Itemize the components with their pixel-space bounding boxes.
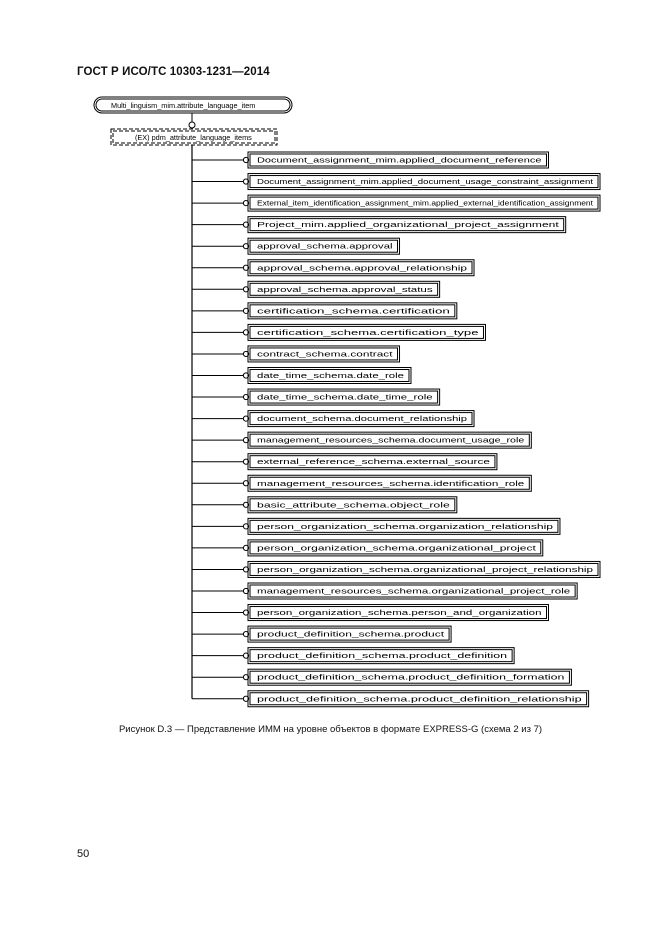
entity-label: person_organization_schema.person_and_organization (257, 608, 542, 618)
entity-item (192, 454, 497, 470)
entity-label: product_definition_schema.product_definition (257, 651, 508, 661)
root-entity-label: Multi_linguism_mim.attribute_language_item (111, 101, 256, 110)
page-number: 50 (77, 848, 90, 860)
entity-item (192, 152, 549, 168)
entity-item (192, 217, 566, 233)
entity-label: Document_assignment_mim.applied_document_reference (257, 155, 542, 165)
entity-label: certification_schema.certification (257, 306, 450, 316)
entity-item (192, 368, 411, 384)
entity-item (192, 432, 531, 448)
entity-item (192, 346, 400, 362)
entity-item (192, 561, 600, 577)
entity-item (192, 691, 589, 707)
entity-label: product_definition_schema.product_definition_relationship (257, 694, 582, 704)
entity-label: person_organization_schema.organization_relationship (257, 521, 553, 531)
entity-item (192, 497, 457, 513)
entity-label: document_schema.document_relationship (257, 414, 467, 424)
entity-item (192, 605, 549, 621)
entity-label: approval_schema.approval (257, 241, 394, 251)
select-type-label: (EX) pdm_attribute_language_items (135, 133, 252, 142)
entity-item (192, 389, 440, 405)
entity-label: management_resources_schema.identification_role (257, 478, 525, 488)
entity-item (192, 626, 451, 642)
entity-label: contract_schema.contract (257, 349, 393, 359)
entity-item (192, 648, 514, 664)
entity-label: basic_attribute_schema.object_role (257, 500, 450, 510)
entity-label: approval_schema.approval_status (257, 284, 434, 294)
entity-label: date_time_schema.date_time_role (257, 392, 433, 402)
select-type-box (111, 129, 277, 145)
entity-label: date_time_schema.date_role (257, 371, 404, 380)
entity-item (192, 303, 457, 319)
relationship-circle (189, 122, 195, 128)
entity-item (192, 260, 474, 276)
entity-label: person_organization_schema.organizational_project (257, 543, 536, 553)
entity-label: External_item_identification_assignment_mim.applied_external_identification_assignment (257, 198, 593, 208)
entity-item (192, 411, 474, 427)
entity-label: Project_mim.applied_organizational_project_assignment (257, 220, 559, 230)
entity-label: product_definition_schema.product_definition_formation (257, 672, 565, 682)
entity-item (192, 195, 600, 211)
entity-label: management_resources_schema.document_usage_role (257, 435, 525, 445)
entity-item (192, 238, 400, 254)
entity-label: Document_assignment_mim.applied_document_usage_constraint_assignment (257, 177, 593, 187)
entity-item (192, 669, 571, 685)
entity-item (192, 518, 560, 534)
entity-item (192, 540, 543, 556)
entity-item (192, 475, 531, 491)
entity-item (192, 174, 600, 190)
entity-label: person_organization_schema.organizational_project_relationship (257, 564, 593, 574)
entity-label: approval_schema.approval_relationship (257, 263, 467, 273)
document-header: ГОСТ Р ИСО/ТС 10303-1231—2014 (77, 66, 270, 78)
entity-item (192, 583, 577, 599)
figure-caption: Рисунок D.3 — Представление ИММ на уровне объектов в формате EXPRESS-G (схема 2 из 7) (118, 724, 543, 735)
entity-label: certification_schema.certification_type (257, 327, 479, 337)
entity-label: product_definition_schema.product (257, 629, 445, 639)
entity-item (192, 281, 440, 297)
entity-label: external_reference_schema.external_source (257, 457, 490, 467)
entity-label: management_resources_schema.organizational_project_role (257, 586, 571, 596)
entity-item (192, 324, 485, 340)
root-entity (94, 97, 292, 113)
